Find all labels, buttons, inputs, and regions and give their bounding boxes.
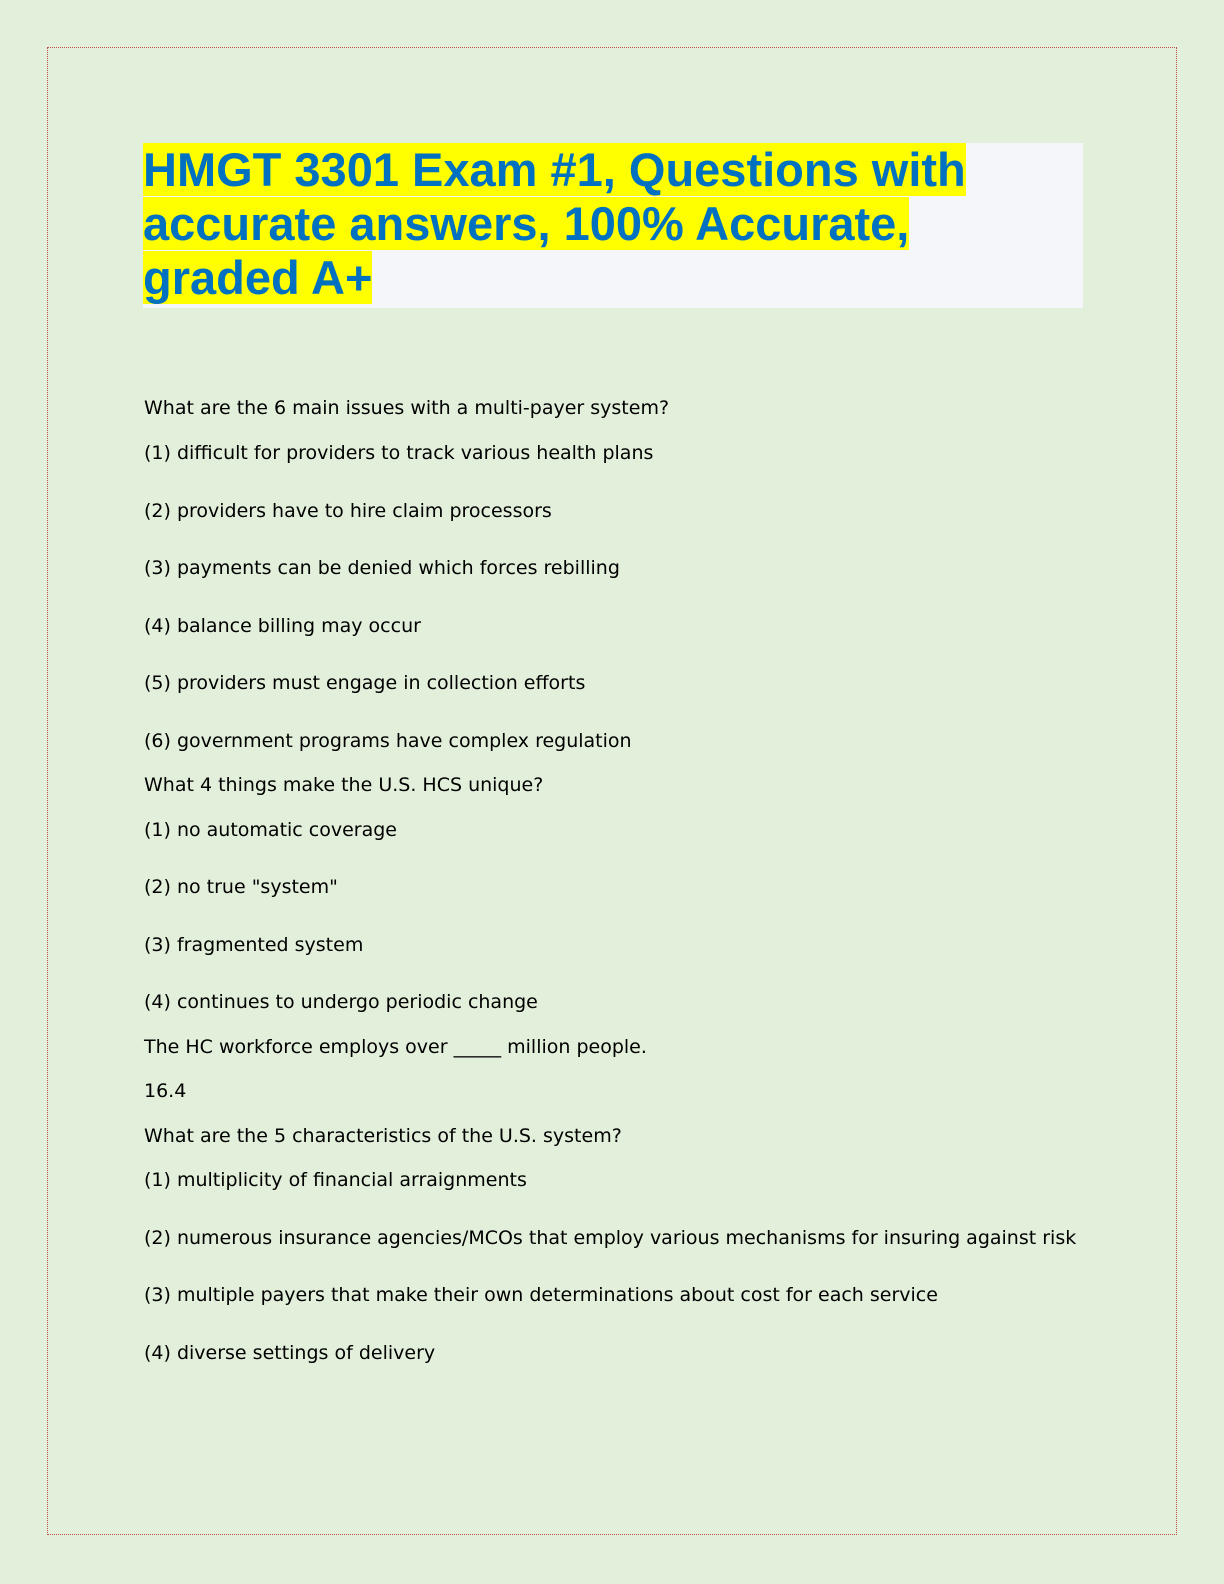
- title-highlight: HMGT 3301 Exam #1, Questions with accurate answers, 100% Accurate, graded A+: [143, 143, 966, 304]
- question-us-system-characteristics: What are the 5 characteristics of the U.S. system?: [144, 1125, 622, 1147]
- answer-line: (5) providers must engage in collection efforts: [144, 672, 586, 694]
- question-multi-payer-issues: What are the 6 main issues with a multi-payer system?: [144, 397, 670, 419]
- title-block: [143, 143, 1083, 308]
- answer-line: (4) continues to undergo periodic change: [144, 991, 538, 1013]
- answer-line: (2) numerous insurance agencies/MCOs that employ various mechanisms for insuring against risk: [144, 1227, 1077, 1249]
- answer-line: (6) government programs have complex regulation: [144, 730, 632, 752]
- answer-line: (4) balance billing may occur: [144, 615, 421, 637]
- answer-line: (1) multiplicity of financial arraignments: [144, 1169, 527, 1191]
- answer-line: (3) payments can be denied which forces rebilling: [144, 557, 620, 579]
- answer-line: (1) no automatic coverage: [144, 819, 397, 841]
- answer-line: (2) no true "system": [144, 876, 338, 898]
- answer-line: (3) fragmented system: [144, 934, 364, 956]
- answer-line: (1) difficult for providers to track various health plans: [144, 442, 654, 464]
- answer-line: (4) diverse settings of delivery: [144, 1342, 436, 1364]
- question-us-hcs-unique: What 4 things make the U.S. HCS unique?: [144, 774, 544, 796]
- question-hc-workforce: The HC workforce employs over _____ million people.: [144, 1036, 647, 1058]
- answer-line: (3) multiple payers that make their own determinations about cost for each service: [144, 1284, 938, 1306]
- answer-line: (2) providers have to hire claim processors: [144, 500, 552, 522]
- answer-line: 16.4: [144, 1080, 187, 1102]
- document-title: [143, 143, 1023, 305]
